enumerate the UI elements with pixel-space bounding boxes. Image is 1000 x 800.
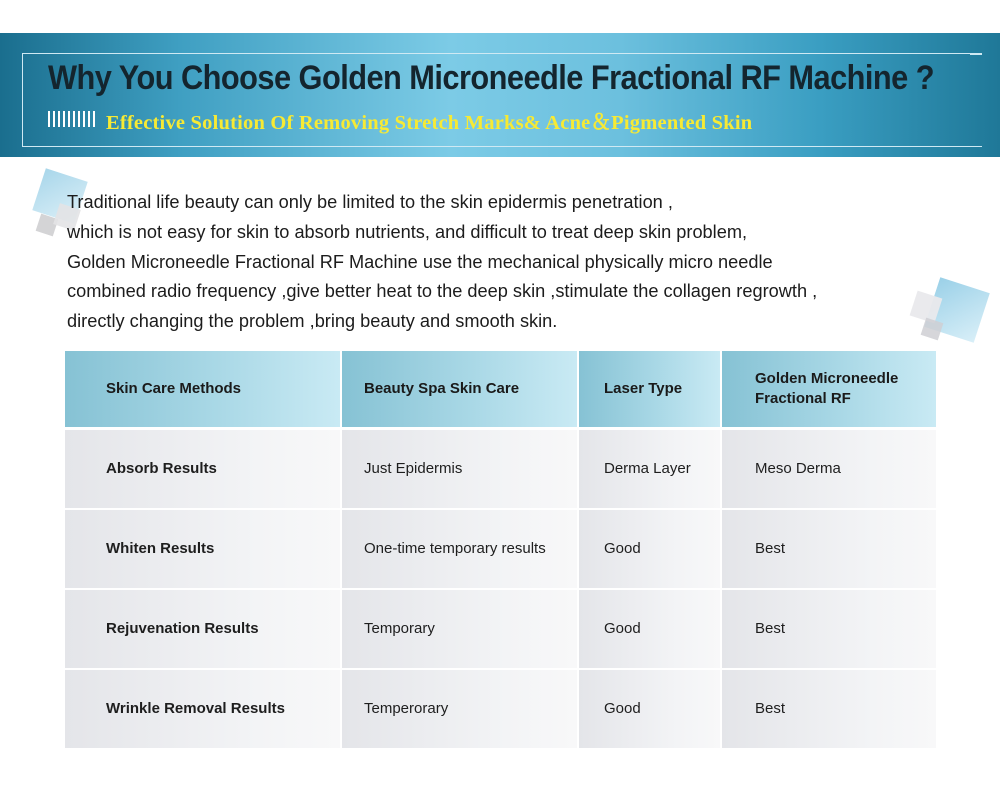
intro-line: which is not easy for skin to absorb nutrients, and difficult to treat deep skin problem, xyxy=(67,221,748,242)
header-cell-laser: Laser Type xyxy=(579,351,720,427)
table-cell: Good xyxy=(579,590,720,668)
table-row xyxy=(65,590,936,668)
banner-subtitle: Effective Solution Of Removing Stretch Marks& Acne＆Pigmented Skin xyxy=(106,112,753,134)
table-cell: Best xyxy=(722,590,936,668)
banner-title: Why You Choose Golden Microneedle Fractional RF Machine ? xyxy=(48,59,934,97)
intro-paragraph xyxy=(67,188,947,337)
table-row xyxy=(65,670,936,748)
table-cell: Temperorary xyxy=(342,670,577,748)
intro-line: Traditional life beauty can only be limited to the skin epidermis penetration , xyxy=(67,192,673,212)
header-cell-methods: Skin Care Methods xyxy=(65,351,340,427)
intro-line: directly changing the problem ,bring beauty and smooth skin. xyxy=(67,311,558,332)
table-row xyxy=(65,510,936,588)
intro-line: combined radio frequency ,give better heat to the deep skin ,stimulate the collagen regrowth , xyxy=(67,281,818,302)
comparison-table xyxy=(65,351,936,750)
table-cell: Meso Derma xyxy=(722,430,936,508)
table-cell: Temporary xyxy=(342,590,577,668)
row-label: Absorb Results xyxy=(65,430,340,508)
row-label: Rejuvenation Results xyxy=(65,590,340,668)
table-header-row xyxy=(65,351,936,427)
table-cell: Derma Layer xyxy=(579,430,720,508)
row-label: Wrinkle Removal Results xyxy=(65,670,340,748)
intro-line: Golden Microneedle Fractional RF Machine use the mechanical physically micro needle xyxy=(67,251,773,272)
table-cell: Best xyxy=(722,510,936,588)
row-label: Whiten Results xyxy=(65,510,340,588)
header-cell-golden-rf: Golden Microneedle Fractional RF xyxy=(722,351,936,427)
table-row xyxy=(65,430,936,508)
table-cell: Good xyxy=(579,510,720,588)
header-cell-beauty-spa: Beauty Spa Skin Care xyxy=(342,351,577,427)
table-cell: One-time temporary results xyxy=(342,510,577,588)
stripes-decoration xyxy=(48,109,100,129)
title-banner xyxy=(0,33,1000,157)
table-cell: Just Epidermis xyxy=(342,430,577,508)
table-cell: Best xyxy=(722,670,936,748)
table-cell: Good xyxy=(579,670,720,748)
